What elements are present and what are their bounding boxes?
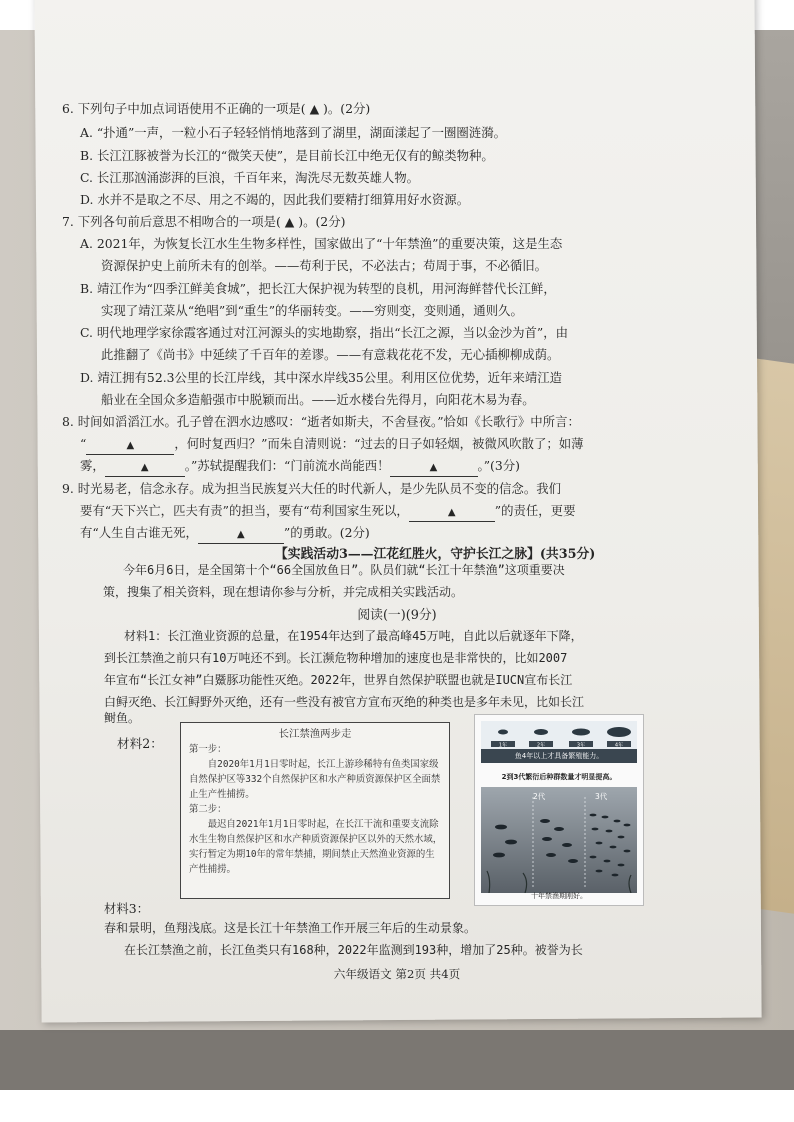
q9-line3-text: 有“人生自古谁无死， bbox=[80, 525, 198, 540]
fish-icon bbox=[546, 853, 556, 857]
q8-quote-open: “ bbox=[80, 436, 87, 451]
material2-label: 材料2： bbox=[117, 736, 163, 751]
fish-icon bbox=[554, 827, 564, 831]
q9-line1: 9. 时光易老，信念永存。成为担当民族复兴大任的时代新人，是少先队员不变的信念。我们 bbox=[62, 481, 561, 496]
fish-icon bbox=[624, 850, 631, 853]
material1-line2: 到长江禁渔之前只有10万吨还不到。长江濒危物种增加的速度也是非常快的，比如2007 bbox=[104, 651, 568, 665]
material2-step2-text: 最迟自2021年1月1日零时起，在长江干流和重要支流除水生生物自然保护区和水产种质资源保护区以外的天然水域，实行暂定为期10年的常年禁捕，期间禁止天然渔业资源的生产性捕捞。 bbox=[189, 819, 443, 875]
desk-shadow bbox=[0, 1030, 794, 1090]
fish-icon bbox=[572, 729, 590, 736]
info-footer: 十年禁渔期刚好。 bbox=[531, 892, 587, 900]
info-caption-2: 2到3代繁衍后种群数量才明显提高。 bbox=[501, 773, 617, 781]
material2-box bbox=[180, 722, 450, 899]
section-intro-line2: 策，搜集了相关资料，现在想请你参与分析，并完成相关实践活动。 bbox=[103, 585, 464, 599]
q6-option-b: B. 长江江豚被誉为长江的“微笑天使”，是目前长江中绝无仅有的鲸类物种。 bbox=[80, 148, 494, 163]
q7-option-d-line1: D. 靖江拥有52.3公里的长江岸线，其中深水岸线35公里。利用区位优势，近年来靖江造 bbox=[80, 370, 563, 385]
fish-icon bbox=[493, 853, 505, 858]
age-tag-label: 1年 bbox=[498, 742, 508, 749]
q9-line3 bbox=[80, 525, 370, 544]
material1-line5: 鲥鱼。 bbox=[104, 711, 141, 725]
q7-option-a-line2: 资源保护史上前所未有的创举。——苟利于民，不必法古；苟周于事，不必循旧。 bbox=[101, 258, 548, 273]
q8-line2-text: ，何时复西归？”而朱自清则说：“过去的日子如轻烟，被微风吹散了；如薄 bbox=[174, 436, 584, 451]
fish-icon bbox=[590, 856, 597, 859]
q9-line2-text: 要有“天下兴亡，匹夫有责”的担当，要有“苟利国家生死以， bbox=[80, 503, 409, 518]
q7-option-c-line1: C. 明代地理学家徐霞客通过对江河源头的实地勘察，指出“长江之源，当以金沙为首”，由 bbox=[80, 325, 569, 340]
fish-school-illustration bbox=[481, 787, 637, 893]
q9-blank-2[interactable]: ▲ bbox=[198, 525, 284, 544]
material2-step1-label: 第一步： bbox=[189, 744, 227, 755]
age-tag-label: 3年 bbox=[576, 742, 586, 749]
age-tag-label: 4年 bbox=[614, 742, 624, 749]
fish-icon bbox=[568, 859, 578, 863]
seaweed-icon bbox=[523, 873, 527, 893]
fish-infographic bbox=[474, 714, 644, 906]
material1-line4: 白鲟灭绝、长江鲟野外灭绝，还有一些没有被官方宣布灭绝的种类也是多年未见，比如长江 bbox=[104, 695, 585, 709]
fish-icon bbox=[607, 727, 631, 737]
fish-icon bbox=[612, 874, 619, 877]
fish-icon bbox=[618, 836, 625, 839]
q8-blank-1[interactable]: ▲ bbox=[86, 436, 174, 455]
q8-line3 bbox=[80, 458, 520, 477]
fish-icon bbox=[592, 828, 599, 831]
fish-age-row bbox=[481, 721, 637, 749]
fish-icon bbox=[534, 729, 548, 735]
q7-option-d-line2: 船业在全国众多造船强市中脱颖而出。——近水楼台先得月，向阳花木易为春。 bbox=[101, 392, 535, 407]
material3-line2: 在长江禁渔之前，长江鱼类只有168种，2022年监测到193种，增加了25种。被誉为长 bbox=[124, 943, 583, 957]
q8-line3-mid: 。”苏轼提醒我们：“门前流水尚能西！ bbox=[184, 458, 390, 473]
q7-option-b-line2: 实现了靖江菜从“绝唱”到“重生”的华丽转变。——穷则变，变则通，通则久。 bbox=[101, 303, 523, 318]
q9-line2 bbox=[80, 503, 575, 522]
fish-icon bbox=[614, 820, 621, 823]
material3-line1: 春和景明，鱼翔浅底。这是长江十年禁渔工作开展三年后的生动景象。 bbox=[104, 921, 477, 935]
fish-icon bbox=[624, 824, 631, 827]
fish-icon bbox=[562, 843, 572, 847]
q8-line1: 8. 时间如滔滔江水。孔子曾在泗水边感叹：“逝者如斯夫，不舍昼夜。”恰如《长歌行》中所言： bbox=[62, 414, 580, 429]
fish-icon bbox=[610, 846, 617, 849]
q9-line2-end: ”的责任，更要 bbox=[494, 503, 576, 518]
seaweed-icon bbox=[487, 871, 490, 893]
q9-blank-1[interactable]: ▲ bbox=[409, 503, 495, 522]
reading-heading: 阅读(一)(9分) bbox=[357, 608, 437, 623]
material3-label: 材料3： bbox=[104, 901, 150, 916]
q6-stem: 6. 下列句子中加点词语使用不正确的一项是( ▲ )。(2分) bbox=[62, 101, 371, 116]
fish-icon bbox=[495, 825, 507, 830]
generation-2-label: 2代 bbox=[533, 792, 546, 801]
q7-stem: 7. 下列各句前后意思不相吻合的一项是( ▲ )。(2分) bbox=[62, 214, 346, 229]
q8-blank-2[interactable]: ▲ bbox=[105, 458, 185, 477]
fish-icon bbox=[505, 840, 517, 845]
section-title: 【实践活动3——江花红胜火，守护长江之脉】(共35分) bbox=[275, 547, 596, 562]
generation-3-label: 3代 bbox=[595, 792, 608, 801]
material2-box-title: 长江禁渔两步走 bbox=[278, 728, 352, 740]
q8-line3-end: 。”(3分) bbox=[477, 458, 520, 473]
fish-icon bbox=[602, 816, 609, 819]
material1-line1: 材料1：长江渔业资源的总量，在1954年达到了最高峰45万吨，自此以后就逐年下降， bbox=[124, 629, 583, 643]
fish-icon bbox=[606, 830, 613, 833]
material2-step2-label: 第二步： bbox=[189, 804, 227, 815]
q6-option-d: D. 水并不是取之不尽、用之不竭的，因此我们要精打细算用好水资源。 bbox=[80, 192, 470, 207]
fish-icon bbox=[590, 814, 597, 817]
q9-line3-end: ”的勇敢。(2分) bbox=[283, 525, 370, 540]
age-tag-label: 2年 bbox=[536, 742, 546, 749]
fish-icon bbox=[596, 870, 603, 873]
fish-age-icons bbox=[481, 721, 637, 749]
q6-option-c: C. 长江那汹涌澎湃的巨浪，千百年来，淘洗尽无数英雄人物。 bbox=[80, 170, 420, 185]
fish-icon bbox=[596, 842, 603, 845]
q7-option-a-line1: A. 2021年，为恢复长江水生生物多样性，国家做出了“十年禁渔”的重要决策，这是生态 bbox=[80, 236, 563, 251]
fish-icon bbox=[540, 819, 550, 823]
fish-icon bbox=[498, 730, 508, 735]
q8-line2 bbox=[80, 436, 584, 455]
info-caption-1: 鱼4年以上才具备繁殖能力。 bbox=[481, 749, 637, 763]
fish-icon bbox=[618, 864, 625, 867]
q8-blank-3[interactable]: ▲ bbox=[390, 458, 478, 477]
fish-school bbox=[481, 787, 637, 893]
material1-line3: 年宣布“长江女神”白鱀豚功能性灭绝。2022年，世界自然保护联盟也就是IUCN宣布长江 bbox=[104, 673, 573, 687]
page-footer: 六年级语文 第2页 共4页 bbox=[333, 967, 461, 981]
q8-line3-start: 雾， bbox=[80, 458, 105, 473]
material2-step1-text: 自2020年1月1日零时起，长江上游珍稀特有鱼类国家级自然保护区等332个自然保护区和水产种质资源保护区全面禁止生产性捕捞。 bbox=[189, 759, 441, 800]
fish-icon bbox=[542, 837, 552, 841]
fish-icon bbox=[604, 860, 611, 863]
q6-option-a: A. “扑通”一声，一粒小石子轻轻悄悄地落到了湖里，湖面漾起了一圈圈涟漪。 bbox=[80, 125, 506, 140]
q7-option-b-line1: B. 靖江作为“四季江鲜美食城”，把长江大保护视为转型的良机，用河海鲜替代长江鲜， bbox=[80, 281, 556, 296]
section-intro-line1: 今年6月6日，是全国第十个“66全国放鱼日”。队员们就“长江十年禁渔”这项重要决 bbox=[123, 563, 565, 577]
q7-option-c-line2: 此推翻了《尚书》中延续了千百年的差谬。——有意栽花花不发，无心插柳柳成荫。 bbox=[101, 347, 560, 362]
